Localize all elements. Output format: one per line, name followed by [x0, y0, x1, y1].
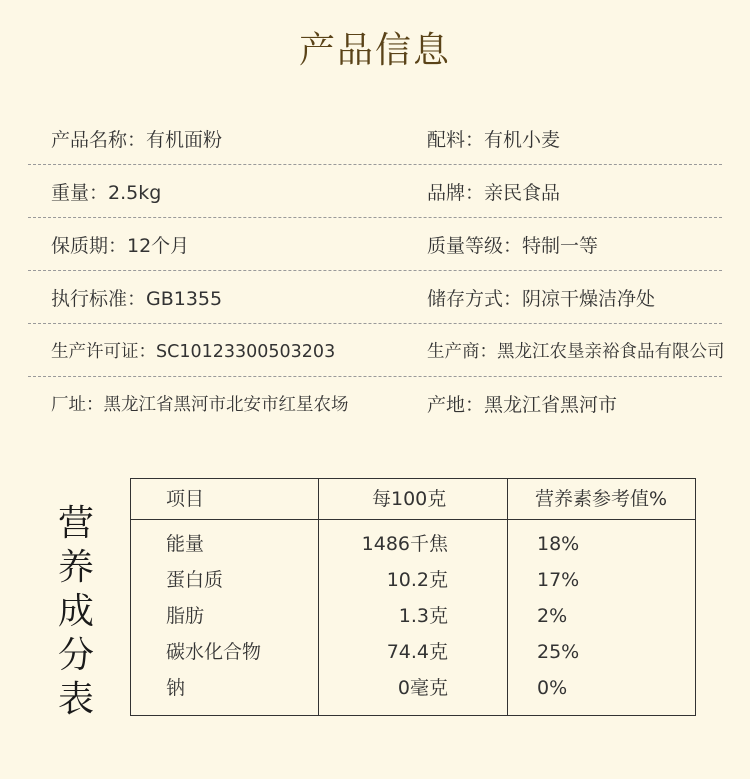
info-row	[28, 165, 722, 218]
heading-char: 成	[57, 591, 94, 632]
header-divider	[131, 519, 695, 520]
row-item: 碳水化合物	[166, 641, 262, 663]
heading-char: 分	[57, 635, 94, 676]
row-item: 蛋白质	[166, 569, 224, 591]
row-nrv: 2%	[537, 605, 568, 627]
origin: 产地：黑龙江省黑河市	[427, 393, 618, 416]
info-row	[28, 112, 722, 165]
header-item: 项目	[166, 488, 205, 510]
info-row	[28, 324, 725, 377]
row-per100g: 1.3克	[398, 605, 448, 627]
nutrition-heading	[52, 502, 100, 722]
weight: 重量：2.5kg	[51, 181, 162, 204]
quality-grade: 质量等级：特制一等	[427, 234, 599, 257]
column-divider	[507, 479, 508, 715]
info-row	[28, 271, 722, 324]
shelf-life: 保质期：12个月	[51, 234, 190, 257]
heading-char: 营	[57, 503, 94, 544]
row-item: 脂肪	[166, 605, 205, 627]
row-per100g: 74.4克	[386, 641, 448, 663]
row-per100g: 1486千焦	[361, 533, 448, 555]
manufacturer: 生产商：黑龙江农垦亲裕食品有限公司	[427, 341, 725, 362]
product-info-table	[28, 112, 725, 429]
row-nrv: 0%	[537, 677, 568, 699]
storage: 储存方式：阴凉干燥洁净处	[427, 287, 656, 310]
standard: 执行标准：GB1355	[51, 287, 223, 310]
row-per100g: 10.2克	[386, 569, 448, 591]
row-item: 能量	[166, 533, 205, 555]
brand: 品牌：亲民食品	[427, 181, 561, 204]
row-nrv: 25%	[537, 641, 580, 663]
nutrition-table	[130, 478, 696, 716]
row-item: 钠	[166, 677, 186, 699]
ingredients: 配料：有机小麦	[427, 128, 561, 151]
column-divider	[318, 479, 319, 715]
info-row	[28, 377, 722, 429]
row-nrv: 18%	[537, 533, 580, 555]
license: 生产许可证：SC10123300503203	[51, 341, 336, 362]
row-nrv: 17%	[537, 569, 580, 591]
info-row	[28, 218, 722, 271]
header-nrv: 营养素参考值%	[535, 488, 668, 510]
factory-address: 厂址：黑龙江省黑河市北安市红星农场	[51, 394, 349, 415]
page-title: 产品信息	[298, 30, 451, 71]
row-per100g: 0毫克	[397, 677, 448, 699]
product-name: 产品名称：有机面粉	[51, 128, 223, 151]
heading-char: 表	[57, 679, 94, 720]
heading-char: 养	[57, 547, 94, 588]
header-per100g: 每100克	[372, 488, 447, 510]
